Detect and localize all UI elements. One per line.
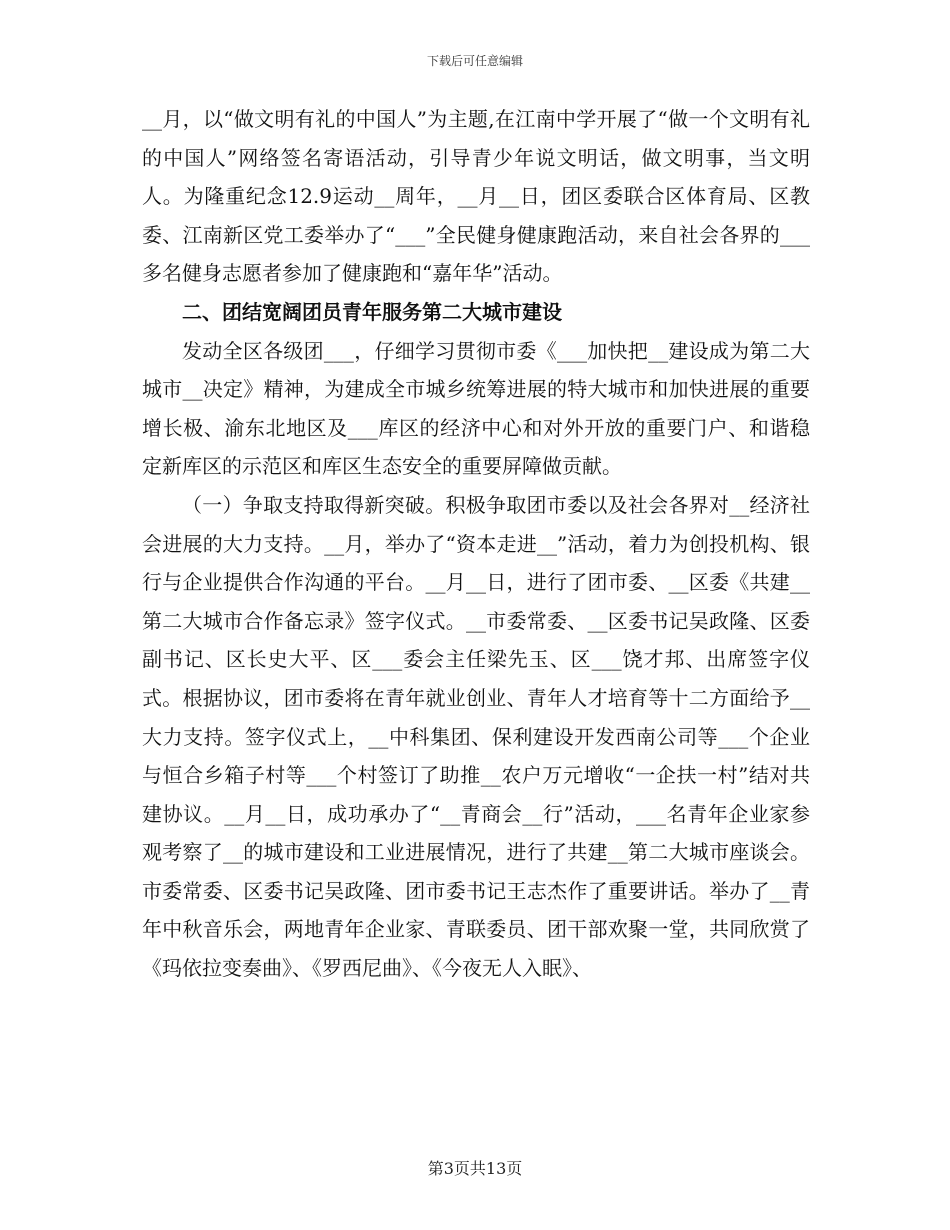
paragraph-continuation: __月，以“做文明有礼的中国人”为主题,在江南中学开展了“做一个文明有礼的中国人”网络签名寄语活动，引导青少年说文明话，做文明事，当文明人。为隆重纪念12.9运动__周年，__月__日，团区委联合区体育局、区教委、江南新区党工委举办了“___”全民健身健康跑活动，来自社会各界的___多名健身志愿者参加了健康跑和“嘉年华”活动。 (142, 107, 810, 286)
document-body (142, 100, 810, 988)
paragraph-mobilize: 发动全区各级团___，仔细学习贯彻市委《___加快把__建设成为第二大城市__决定》精神，为建成全市城乡统筹进展的特大城市和加快进展的重要增长极、渝东北地区及___库区的经济中心和对外开放的重要门户、和谐稳定新库区的示范区和库区生态安全的重要屏障做贡献。 (142, 338, 810, 479)
page-header: 下载后可任意编辑 (426, 54, 523, 68)
page-footer: 第3页共13页 (427, 1159, 523, 1178)
paragraph-support: （一）争取支持取得新突破。积极争取团市委以及社会各界对__经济社会进展的大力支持。__月，举办了“资本走进__”活动，着力为创投机构、银行与企业提供合作沟通的平台。__月__日，进行了团市委、__区委《共建__第二大城市合作备忘录》签字仪式。__市委常委、__区委书记吴政隆、区委副书记、区长史大平、区___委会主任梁先玉、区___饶才邦、出席签字仪式。根据协议，团市委将在青年就业创业、青年人才培育等十二方面给予__大力支持。签字仪式上，__中科集团、保利建设开发西南公司等___个企业与恒合乡箱子村等___个村签订了助推__农户万元增收“一企扶一村”结对共建协议。__月__日，成功承办了“__青商会__行”活动，___名青年企业家参观考察了__的城市建设和工业进展情况，进行了共建__第二大城市座谈会。市委常委、区委书记吴政隆、团市委书记王志杰作了重要讲话。举办了__青年中秋音乐会，两地青年企业家、青联委员、团干部欢聚一堂，共同欣赏了《玛依拉变奏曲》、《罗西尼曲》、《今夜无人入眠》、 (142, 492, 810, 981)
section-heading: 二、团结宽阔团员青年服务第二大城市建设 (182, 299, 562, 324)
